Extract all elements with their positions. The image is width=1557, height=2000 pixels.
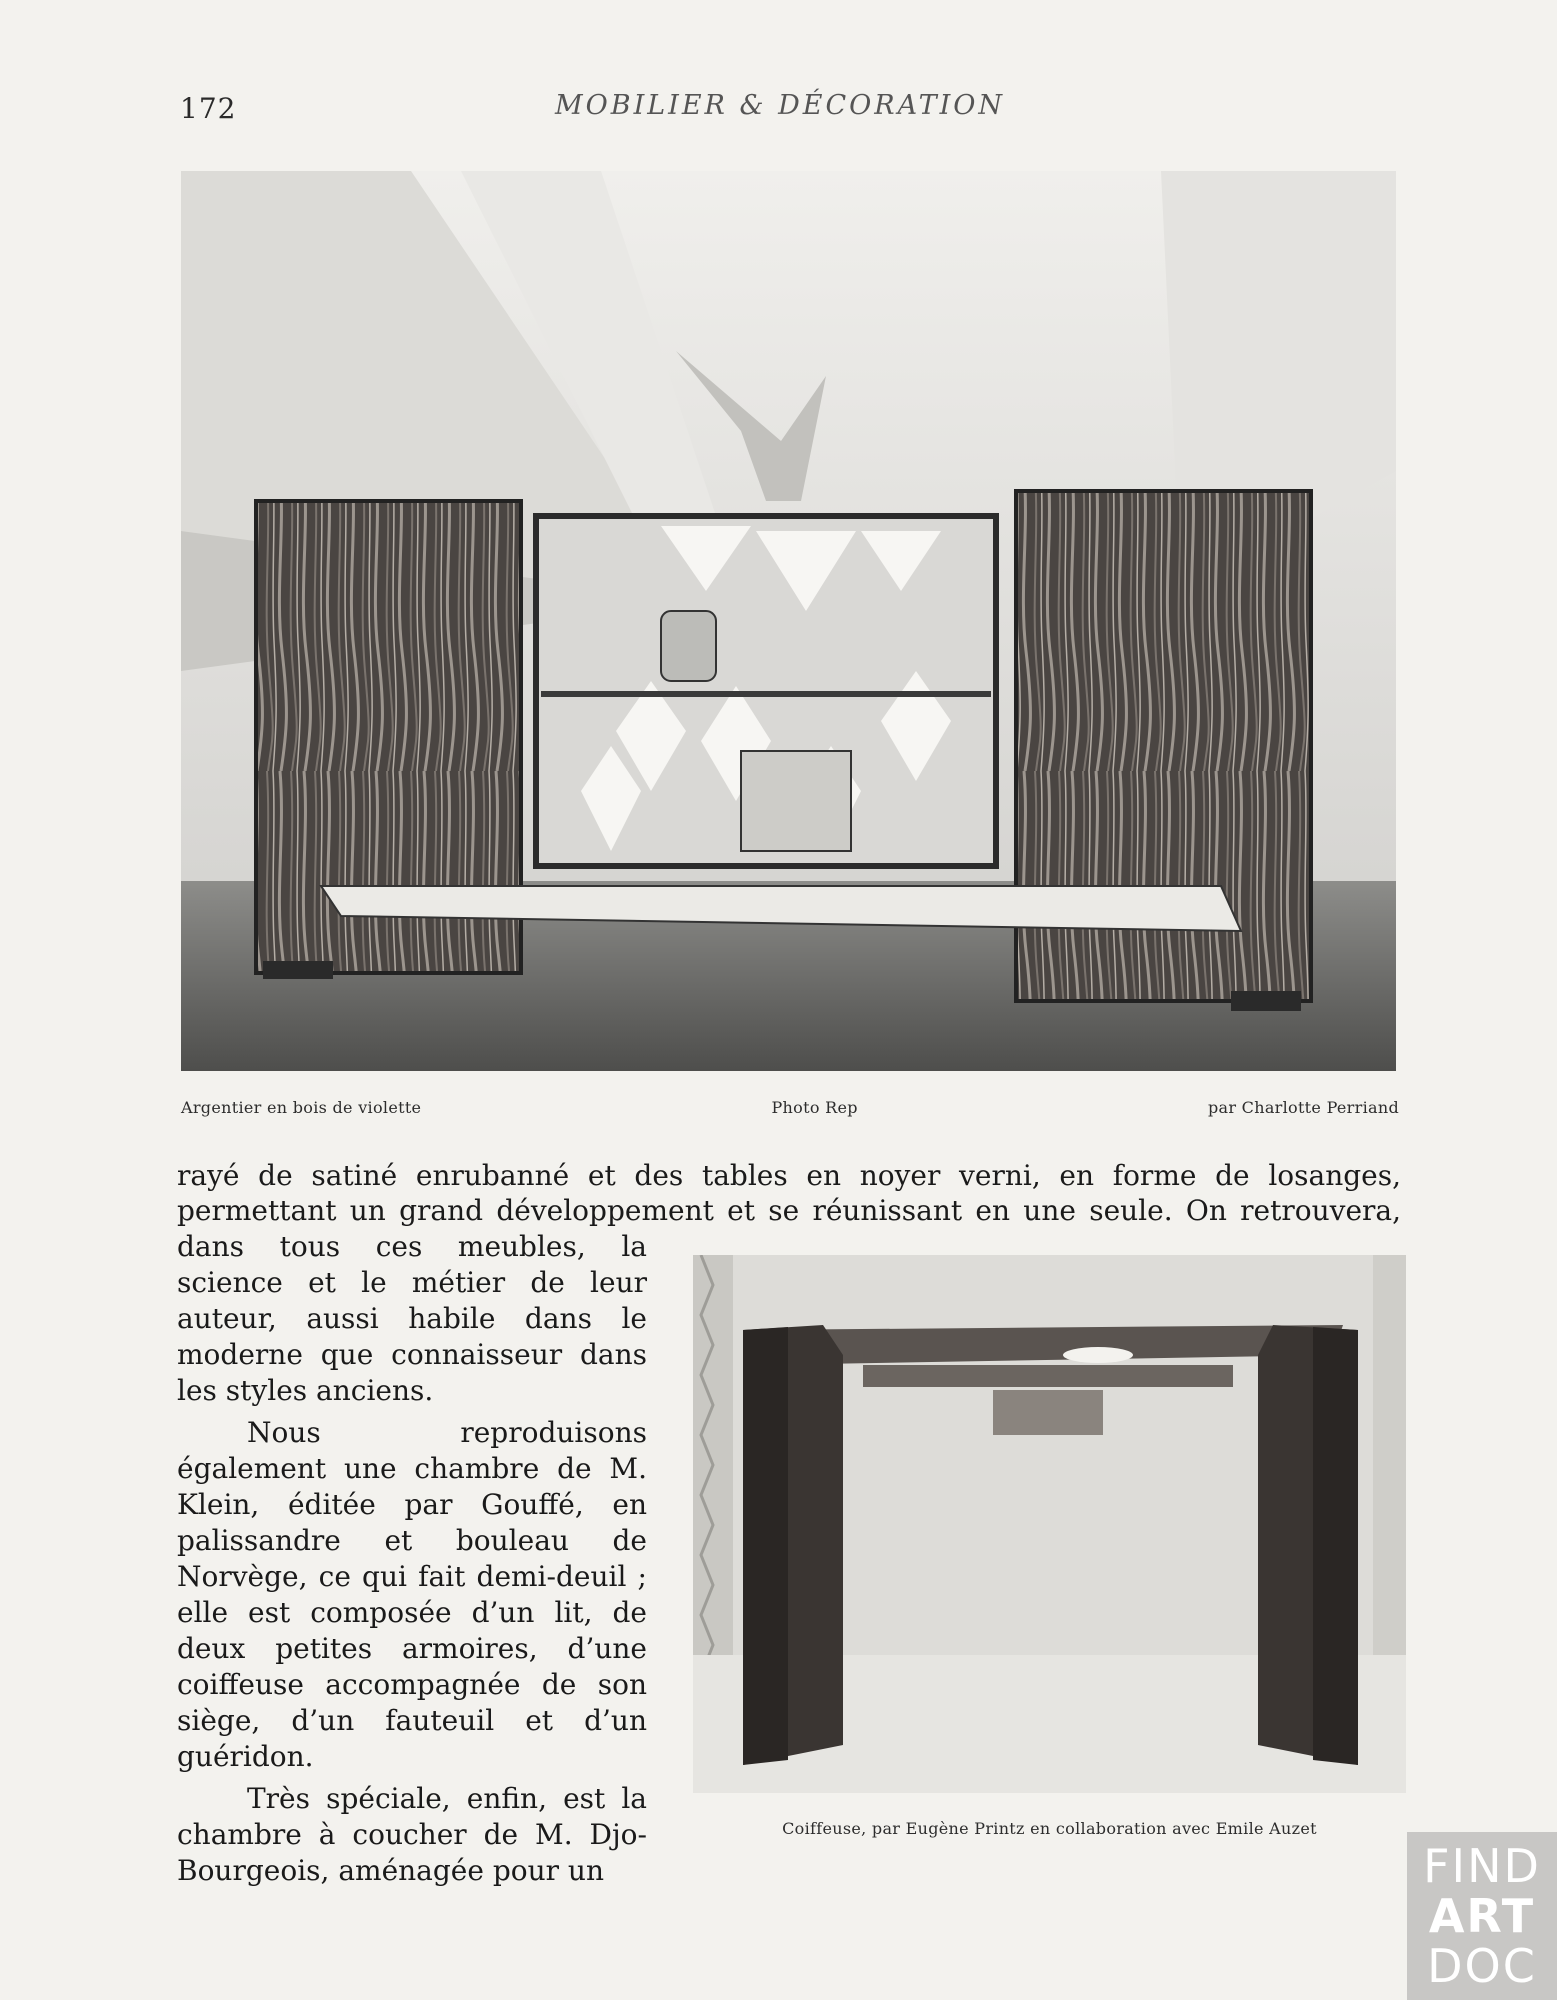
watermark-line: ART (1428, 1889, 1536, 1943)
watermark-line: FIND (1423, 1839, 1541, 1893)
paragraph: dans tous ces meubles, la science et le métier de leur auteur, aussi habile dans le moderne que connaisseur dans les styles anciens. (177, 1230, 647, 1407)
page-number: 172 (180, 92, 237, 125)
body-text-column (177, 1229, 647, 1889)
caption-photo-credit: Photo Rep (771, 1098, 858, 1117)
paragraph: Très spéciale, enfin, est la chambre à coucher de M. Djo-Bourgeois, aménagée pour un (177, 1782, 647, 1887)
body-line: rayé de satiné enrubanné et des tables en noyer verni, en forme de losanges, (177, 1159, 1401, 1192)
body-text-wide (177, 1158, 1401, 1228)
body-line: permettant un grand développement et se réunissant en une seule. On retrouvera, (177, 1194, 1401, 1227)
photo-argentier (181, 171, 1396, 1071)
findartdoc-watermark (1407, 1832, 1557, 2000)
watermark-line: DOC (1427, 1939, 1537, 1993)
photo-coiffeuse (693, 1255, 1406, 1793)
caption-subject: Argentier en bois de violette (181, 1098, 422, 1117)
top-figure-caption (181, 1098, 1399, 1117)
caption-designer: par Charlotte Perriand (1207, 1098, 1399, 1117)
running-title: MOBILIER & DÉCORATION (554, 90, 1006, 121)
paragraph: Nous reproduisons également une chambre de M. Klein, éditée par Gouffé, en palissandre et bouleau de Norvège, ce qui fait demi-deuil ; elle est composée d’un lit, de deux petites armoires, d’une coiffeuse accompagnée de son siège, d’un fauteuil et d’un guéridon. (177, 1416, 647, 1773)
bottom-figure-caption: Coiffeuse, par Eugène Printz en collaboration avec Emile Auzet (782, 1819, 1317, 1838)
